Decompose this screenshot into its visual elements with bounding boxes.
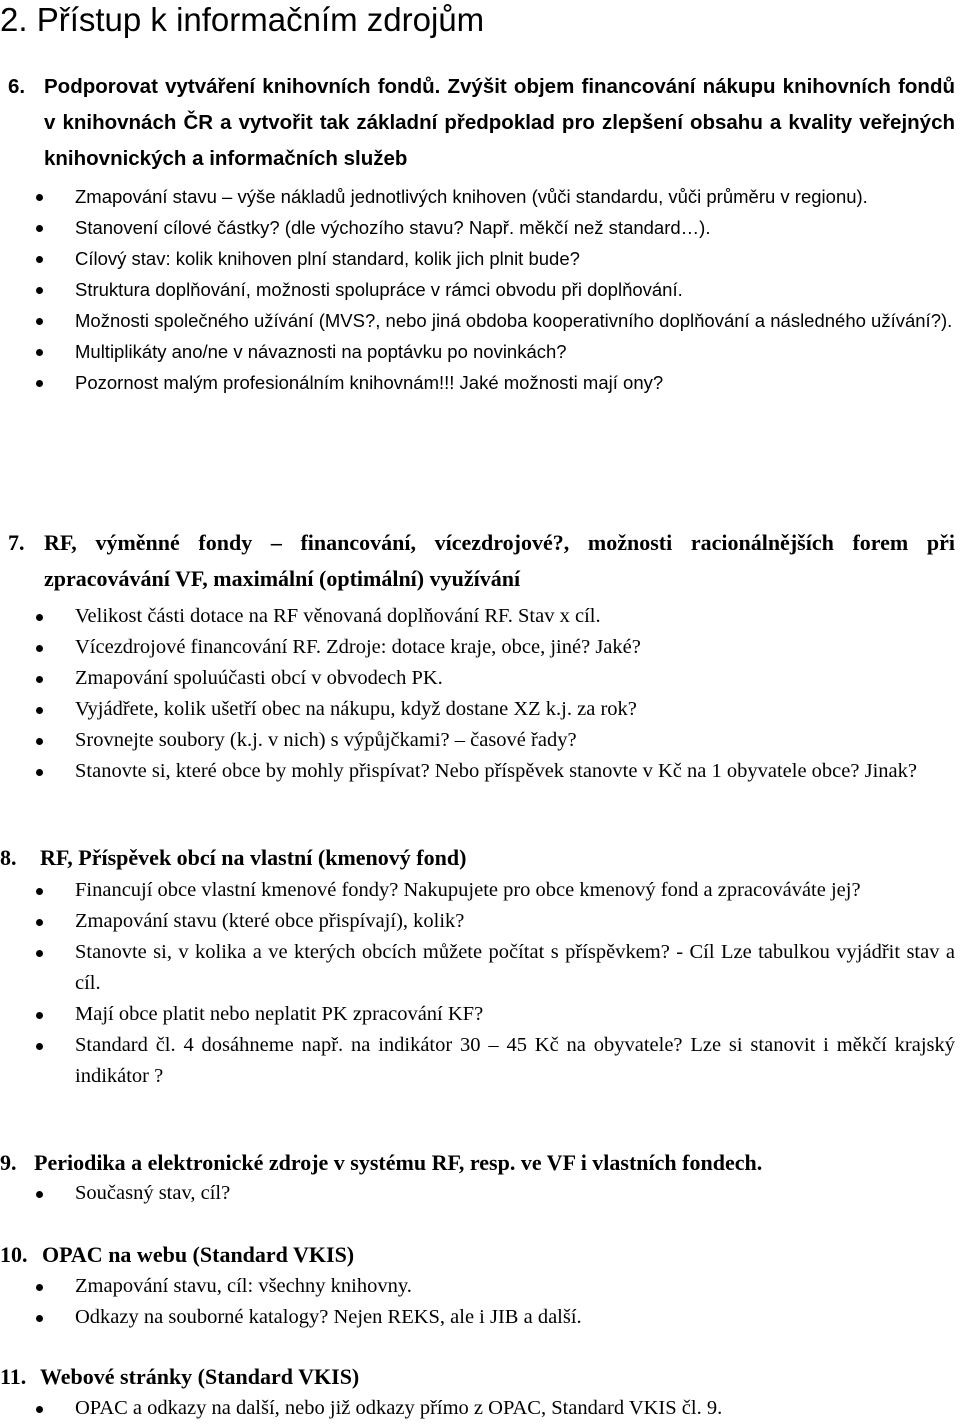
section-11-list (0, 1393, 960, 1424)
list-item: Odkazy na souborné katalogy? Nejen REKS, ale i JIB a další. (0, 1302, 960, 1333)
list-item: Vyjádřete, kolik ušetří obec na nákupu, když dostane XZ k.j. za rok? (0, 694, 960, 725)
section-number: 11. (0, 1364, 27, 1389)
list-item: Financují obce vlastní kmenové fondy? Nakupujete pro obce kmenový fond a zpracováváte jej? (0, 875, 960, 906)
list-item: Standard čl. 4 dosáhneme např. na indikátor 30 – 45 Kč na obyvatele? Lze si stanovit i měkčí krajský indikátor ? (0, 1030, 960, 1092)
list-item: Pozornost malým profesionálním knihovnám!!! Jaké možnosti mají ony? (0, 367, 960, 398)
list-item: Vícezdrojové financování RF. Zdroje: dotace kraje, obce, jiné? Jaké? (0, 632, 960, 663)
section-title: Periodika a elektronické zdroje v systému RF, resp. ve VF i vlastních fondech. (34, 1150, 763, 1175)
page-title: 2. Přístup k informačním zdrojům (0, 1, 485, 38)
list-item: Struktura doplňování, možnosti spolupráce v rámci obvodu při doplňování. (0, 274, 960, 305)
list-item: Zmapování spoluúčasti obcí v obvodech PK. (0, 663, 960, 694)
list-item: Cílový stav: kolik knihoven plní standard, kolik jich plnit bude? (0, 243, 960, 274)
list-item: Mají obce platit nebo neplatit PK zpracování KF? (0, 999, 960, 1030)
list-item: Stanovte si, v kolika a ve kterých obcích můžete počítat s příspěvkem? - Cíl Lze tabulkou vyjádřit stav a cíl. (0, 937, 960, 999)
section-10-list (0, 1271, 960, 1333)
section-title: Podporovat vytváření knihovních fondů. Zvýšit objem financování nákupu knihovních fondů v knihovnách ČR a vytvořit tak základní předpoklad pro zlepšení obsahu a kvality veřejných knihovnických a informačních služeb (44, 75, 955, 170)
section-title: RF, výměnné fondy – financování, vícezdrojové?, možnosti racionálnějších forem při zpracovávání VF, maximální (optimální) využívání (44, 530, 955, 591)
list-item: Současný stav, cíl? (0, 1178, 960, 1209)
section-8-list (0, 875, 960, 1092)
section-title: OPAC na webu (Standard VKIS) (42, 1242, 355, 1267)
list-item: Stanovte si, které obce by mohly přispívat? Nebo příspěvek stanovte v Kč na 1 obyvatele obce? Jinak? (0, 756, 960, 787)
section-number: 7. (8, 530, 25, 555)
section-number: 8. (0, 845, 17, 870)
list-item: Multiplikáty ano/ne v návaznosti na poptávku po novinkách? (0, 336, 960, 367)
section-number: 9. (0, 1150, 17, 1175)
list-item: Zmapování stavu, cíl: všechny knihovny. (0, 1271, 960, 1302)
section-title: RF, Příspěvek obcí na vlastní (kmenový fond) (40, 845, 467, 870)
section-9-list (0, 1178, 960, 1209)
list-item: Možnosti společného užívání (MVS?, nebo jiná obdoba kooperativního doplňování a následného užívání?). (0, 305, 960, 336)
list-item: Zmapování stavu – výše nákladů jednotlivých knihoven (vůči standardu, vůči průměru v regionu). (0, 181, 960, 212)
list-item: Zmapování stavu (které obce přispívají), kolik? (0, 906, 960, 937)
section-6-list (0, 181, 960, 398)
section-number: 6. (8, 75, 26, 98)
section-number: 10. (0, 1242, 28, 1267)
list-item: OPAC a odkazy na další, nebo již odkazy přímo z OPAC, Standard VKIS čl. 9. (0, 1393, 960, 1424)
list-item: Stanovení cílové částky? (dle výchozího stavu? Např. měkčí než standard…). (0, 212, 960, 243)
section-7-list (0, 601, 960, 787)
section-title: Webové stránky (Standard VKIS) (40, 1364, 360, 1389)
list-item: Velikost části dotace na RF věnovaná doplňování RF. Stav x cíl. (0, 601, 960, 632)
list-item: Srovnejte soubory (k.j. v nich) s výpůjčkami? – časové řady? (0, 725, 960, 756)
